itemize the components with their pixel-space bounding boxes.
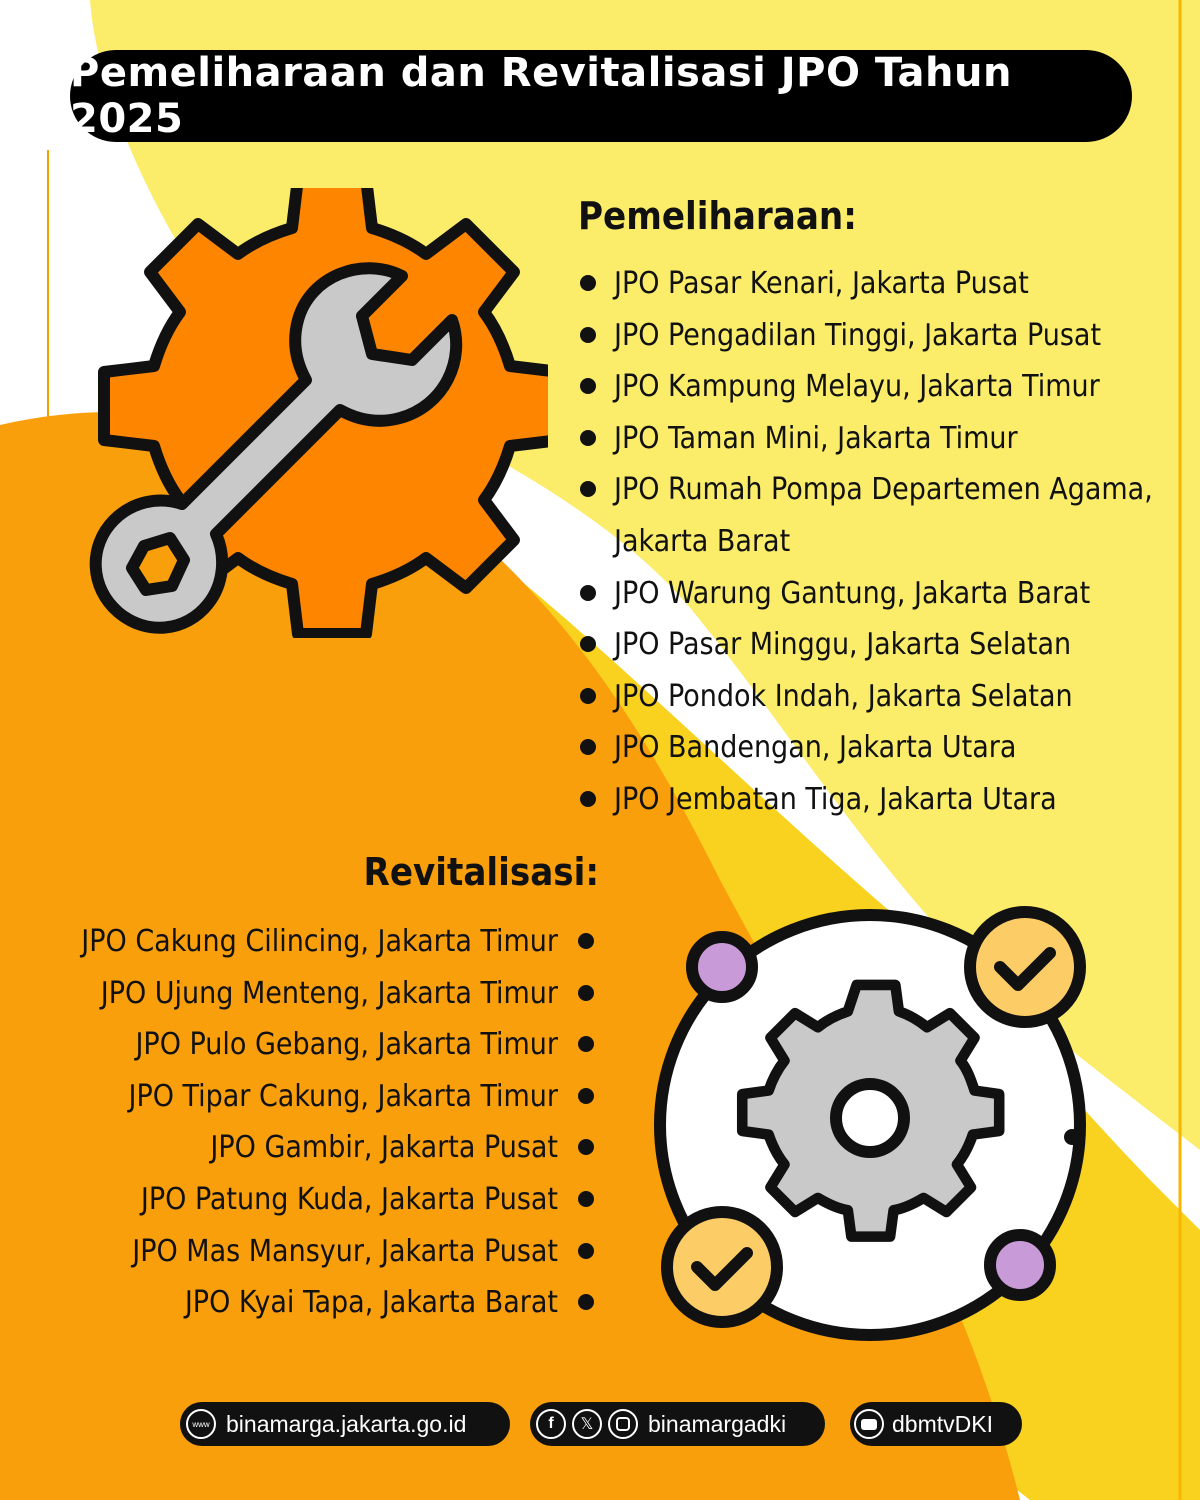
list-item: JPO Pasar Minggu, Jakarta Selatan: [576, 619, 1156, 671]
maintenance-heading: Pemeliharaan:: [578, 194, 857, 238]
list-item: JPO Bandengan, Jakarta Utara: [576, 722, 1156, 774]
youtube-icon: [854, 1409, 884, 1439]
list-item: JPO Warung Gantung, Jakarta Barat: [576, 568, 1156, 620]
maintenance-list: [576, 258, 1156, 826]
revitalization-list: [38, 916, 598, 1329]
facebook-icon[interactable]: f: [536, 1409, 566, 1439]
list-item: JPO Pulo Gebang, Jakarta Timur: [38, 1019, 598, 1071]
website-label: binamarga.jakarta.go.id: [226, 1410, 467, 1437]
list-item: JPO Ujung Menteng, Jakarta Timur: [38, 968, 598, 1020]
list-item: JPO Pengadilan Tinggi, Jakarta Pusat: [576, 310, 1156, 362]
list-item: JPO Kampung Melayu, Jakarta Timur: [576, 361, 1156, 413]
list-item: JPO Patung Kuda, Jakarta Pusat: [38, 1174, 598, 1226]
revitalization-heading: Revitalisasi:: [363, 850, 599, 894]
list-item: JPO Mas Mansyur, Jakarta Pusat: [38, 1226, 598, 1278]
list-item: JPO Tipar Cakung, Jakarta Timur: [38, 1071, 598, 1123]
list-item: JPO Pondok Indah, Jakarta Selatan: [576, 671, 1156, 723]
gear-process-icon: [640, 905, 1100, 1345]
globe-icon: www: [186, 1409, 216, 1439]
instagram-icon[interactable]: [608, 1409, 638, 1439]
page-title: Pemeliharaan dan Revitalisasi JPO Tahun 2025: [70, 50, 1132, 142]
list-item: JPO Jembatan Tiga, Jakarta Utara: [576, 774, 1156, 826]
social-links: [536, 1406, 786, 1442]
social-handle: binamargadki: [648, 1410, 787, 1437]
youtube-handle: dbmtvDKI: [892, 1410, 993, 1437]
list-item: JPO Kyai Tapa, Jakarta Barat: [38, 1277, 598, 1329]
list-item: JPO Rumah Pompa Departemen Agama, Jakarta Barat: [576, 464, 1156, 567]
list-item: JPO Taman Mini, Jakarta Timur: [576, 413, 1156, 465]
list-item: JPO Gambir, Jakarta Pusat: [38, 1122, 598, 1174]
youtube-link[interactable]: [854, 1406, 993, 1442]
gear-wrench-icon: [88, 188, 548, 638]
website-link[interactable]: [186, 1406, 466, 1442]
x-icon[interactable]: 𝕏: [572, 1409, 602, 1439]
list-item: JPO Cakung Cilincing, Jakarta Timur: [38, 916, 598, 968]
list-item: JPO Pasar Kenari, Jakarta Pusat: [576, 258, 1156, 310]
